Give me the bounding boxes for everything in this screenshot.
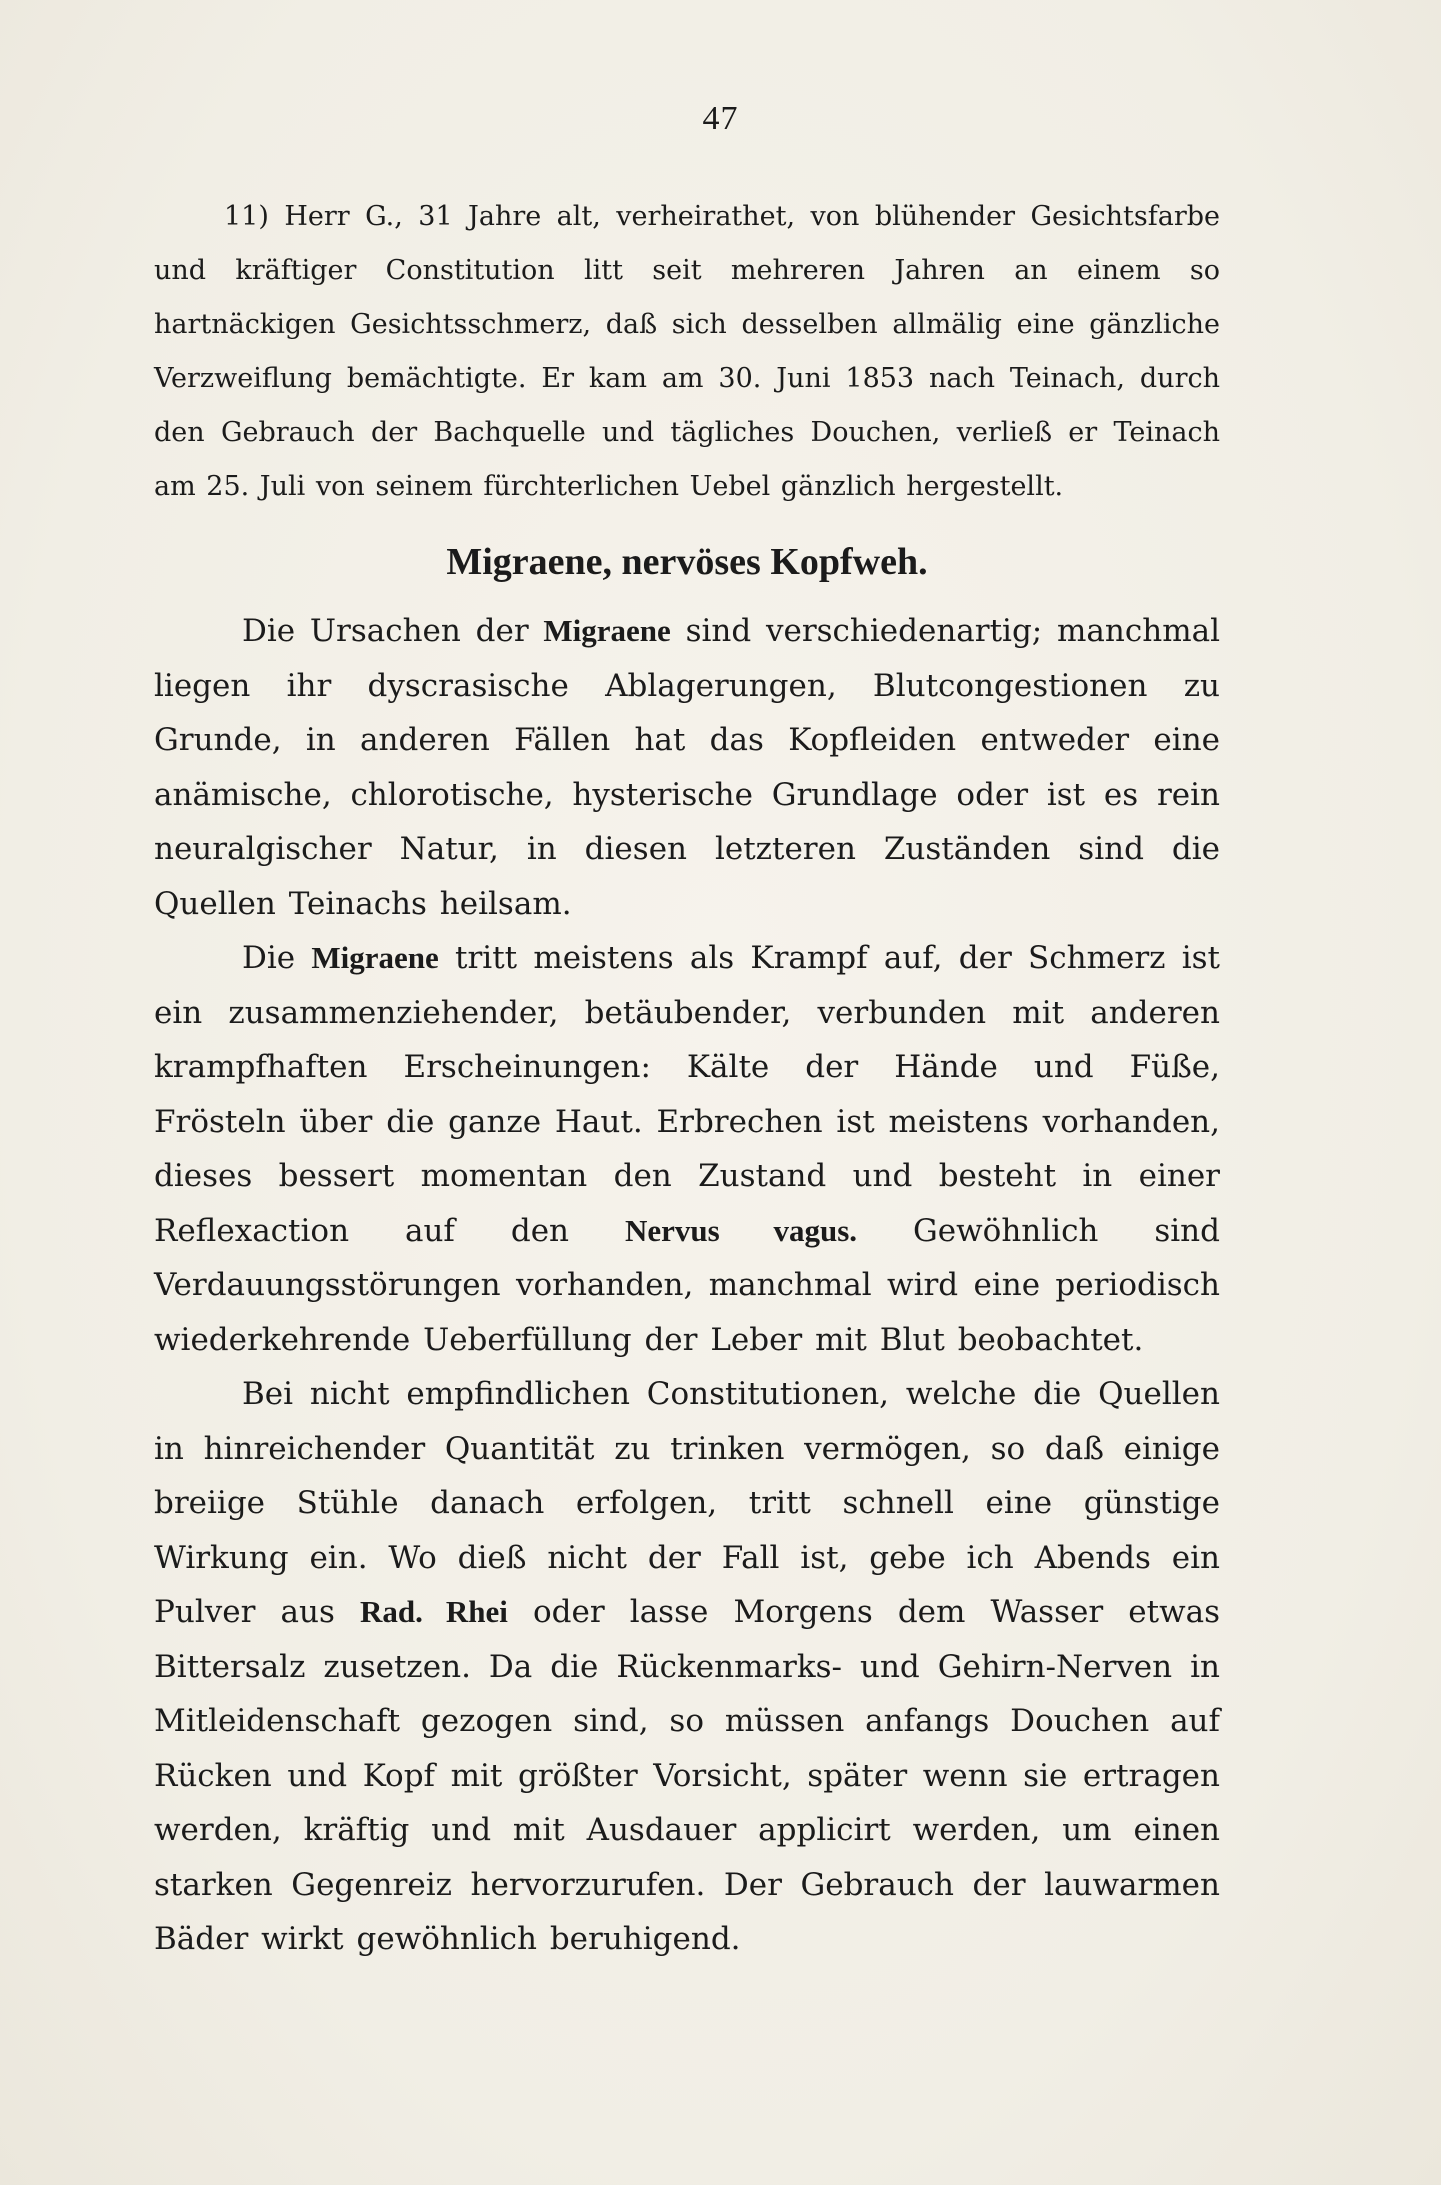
p2-text-3: Gewöhnlich sind Verdauungsstörungen vorhanden, manchmal wird eine periodisch wiederkehrende Ueberfüllung der Leber mit Blut beobachtet. (154, 1212, 1220, 1358)
p2-term-nervus-vagus: Nervus vagus. (624, 1212, 858, 1248)
section-heading (154, 532, 1220, 592)
paragraph-treatment (154, 1367, 1220, 1967)
paragraph-causes (154, 604, 1220, 931)
page-number: 47 (702, 100, 739, 137)
p2-term-migraene: Migraene (311, 940, 439, 975)
heading-german: nervöses Kopfweh. (621, 541, 928, 583)
p2-text-1: Die (242, 940, 312, 976)
paragraph-symptoms (154, 931, 1220, 1367)
p2-text-2: tritt meistens als Krampf auf, der Schmerz ist ein zusammenziehender, betäubender, verbunden mit anderen krampfhaften Erscheinungen: Kälte der Hände und Füße, Frösteln über die ganze Haut. Erbrechen ist meistens vorhanden, dieses bessert momentan den Zustand und besteht in einer Reflexaction auf den (154, 940, 1221, 1249)
p1-text-2: sind verschiedenartig; manchmal liegen ihr dyscrasische Ablagerungen, Blutcongestionen zu Grunde, in anderen Fällen hat das Kopfleiden entweder eine anämische, chlorotische, hysterische Grundlage oder ist es rein neuralgischer Natur, in diesen letzteren Zuständen sind die Quellen Teinachs heilsam. (154, 613, 1220, 922)
heading-latin: Migraene, (446, 541, 613, 583)
text-block (154, 190, 1220, 1967)
p1-term-migraene: Migraene (543, 613, 671, 648)
p3-text-1: Bei nicht empfindlichen Constitutionen, welche die Quellen in hinreichender Quantität zu trinken vermögen, so daß einige breiige Stühle danach erfolgen, tritt schnell eine günstige Wirkung ein. Wo dieß nicht der Fall ist, gebe ich Abends ein Pulver aus (154, 1376, 1220, 1630)
p3-text-2: oder lasse Morgens dem Wasser etwas Bittersalz zusetzen. Da die Rückenmarks- und Gehirn-Nerven in Mitleidenschaft gezogen sind, so müssen anfangs Douchen auf Rücken und Kopf mit größter Vorsicht, später wenn sie ertragen werden, kräftig und mit Ausdauer applicirt werden, um einen starken Gegenreiz hervorzurufen. Der Gebrauch der lauwarmen Bäder wirkt gewöhnlich beruhigend. (154, 1594, 1221, 1957)
p3-term-rad-rhei: Rad. Rhei (360, 1594, 508, 1629)
case-paragraph: 11) Herr G., 31 Jahre alt, verheirathet, von blühender Gesichtsfarbe und kräftiger Constitution litt seit mehreren Jahren an einem so hartnäckigen Gesichtsschmerz, daß sich desselben allmälig eine gänzliche Verzweiflung bemächtigte. Er kam am 30. Juni 1853 nach Teinach, durch den Gebrauch der Bachquelle und tägliches Douchen, verließ er Teinach am 25. Juli von seinem fürchterlichen Uebel gänzlich hergestellt. (154, 201, 1220, 502)
p1-text-1: Die Ursachen der (242, 613, 544, 649)
